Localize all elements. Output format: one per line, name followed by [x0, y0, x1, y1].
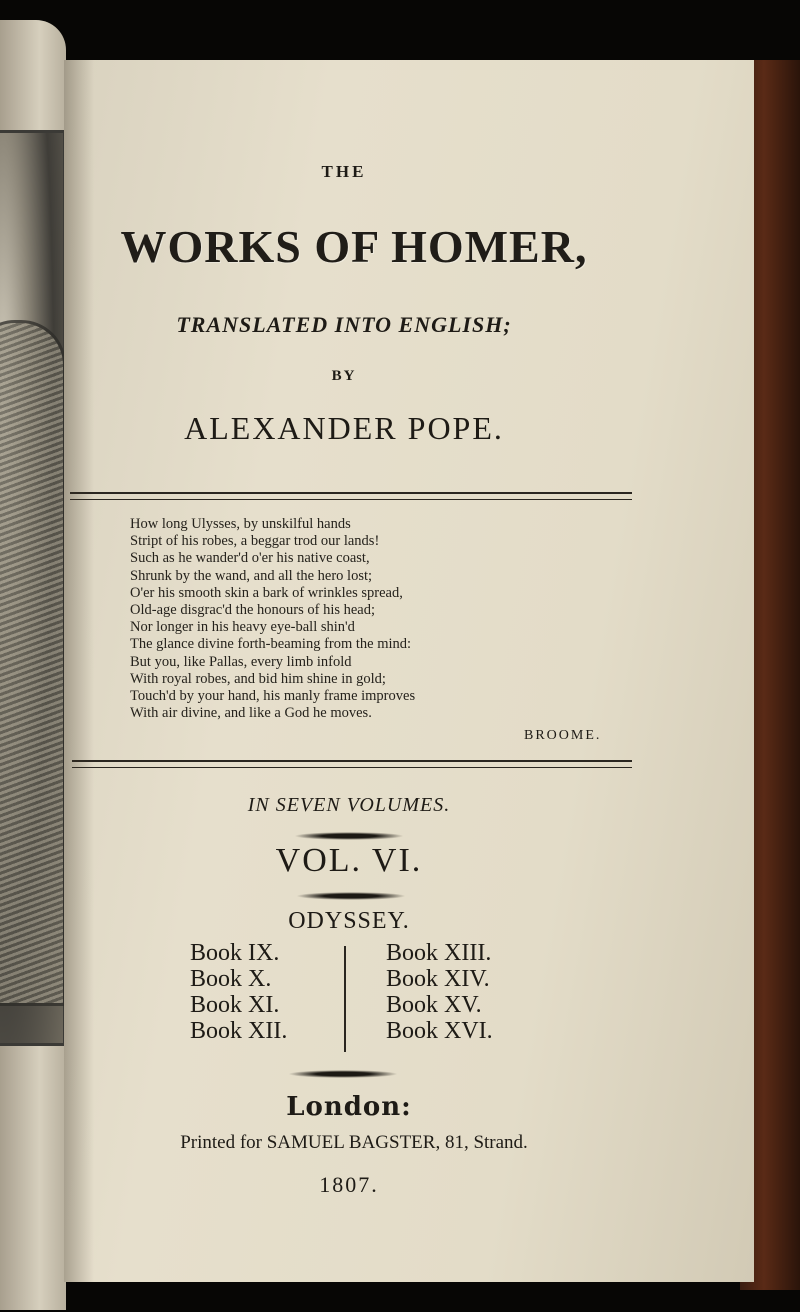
- book-title: WORKS OF HOMER,: [120, 221, 588, 272]
- epigraph-line: Touch'd by your hand, his manly frame improves: [130, 688, 416, 705]
- author-name: ALEXANDER POPE.: [184, 410, 504, 446]
- epigraph-line: Nor longer in his heavy eye-ball shin'd: [130, 619, 355, 636]
- epigraph-line: With air divine, and like a God he moves.: [130, 705, 372, 722]
- epigraph-line: Old-age disgrac'd the honours of his head;: [130, 602, 376, 619]
- imprint-year: 1807.: [319, 1172, 379, 1197]
- imprint-publisher: Printed for SAMUEL BAGSTER, 81, Strand.: [180, 1132, 528, 1153]
- book-entry: Book XI.: [190, 992, 280, 1018]
- ornament-rule: [294, 832, 404, 840]
- epigraph-line: How long Ulysses, by unskilful hands: [130, 516, 351, 532]
- book-entry: Book X.: [190, 966, 272, 992]
- book-entry: Book IX.: [190, 940, 280, 966]
- volumes-note: IN SEVEN VOLUMES.: [247, 794, 451, 816]
- epigraph: [130, 516, 610, 722]
- epigraph-line: O'er his smooth skin a bark of wrinkles spread,: [130, 584, 403, 601]
- epigraph-line: But you, like Pallas, every limb infold: [130, 653, 352, 670]
- frontispiece-arch: [0, 320, 66, 1006]
- imprint-place: London:: [286, 1092, 412, 1122]
- gutter-shadow: [64, 60, 94, 1282]
- ornament-rule: [296, 892, 406, 900]
- volume-number: VOL. VI.: [275, 842, 423, 879]
- epigraph-line: The glance divine forth-beaming from the mind:: [130, 636, 412, 653]
- epigraph-attribution: BROOME.: [524, 728, 602, 743]
- book-entry: Book XIV.: [386, 966, 490, 992]
- epigraph-line: Such as he wander'd o'er his native coast,: [130, 550, 370, 567]
- column-divider: [344, 946, 346, 1052]
- double-rule-bottom: [72, 760, 632, 768]
- title-page: [64, 60, 754, 1282]
- book-entry: Book XIII.: [386, 940, 492, 966]
- work-name: ODYSSEY.: [288, 908, 410, 934]
- by-line: BY: [331, 368, 357, 384]
- book-entry: Book XII.: [190, 1018, 288, 1044]
- ornament-rule: [288, 1070, 398, 1078]
- epigraph-line: Stript of his robes, a beggar trod our lands!: [130, 533, 380, 550]
- books-list-right: [386, 940, 493, 1044]
- epigraph-line: With royal robes, and bid him shine in gold;: [130, 670, 386, 687]
- double-rule-top: [70, 492, 632, 500]
- books-list-left: [190, 940, 287, 1044]
- subtitle: TRANSLATED INTO ENGLISH;: [176, 312, 512, 337]
- facing-page-frontispiece: [0, 20, 66, 1310]
- book-entry: Book XVI.: [386, 1018, 493, 1044]
- epigraph-line: Shrunk by the wand, and all the hero lost;: [130, 567, 373, 584]
- title-the: THE: [321, 162, 367, 181]
- book-entry: Book XV.: [386, 992, 482, 1018]
